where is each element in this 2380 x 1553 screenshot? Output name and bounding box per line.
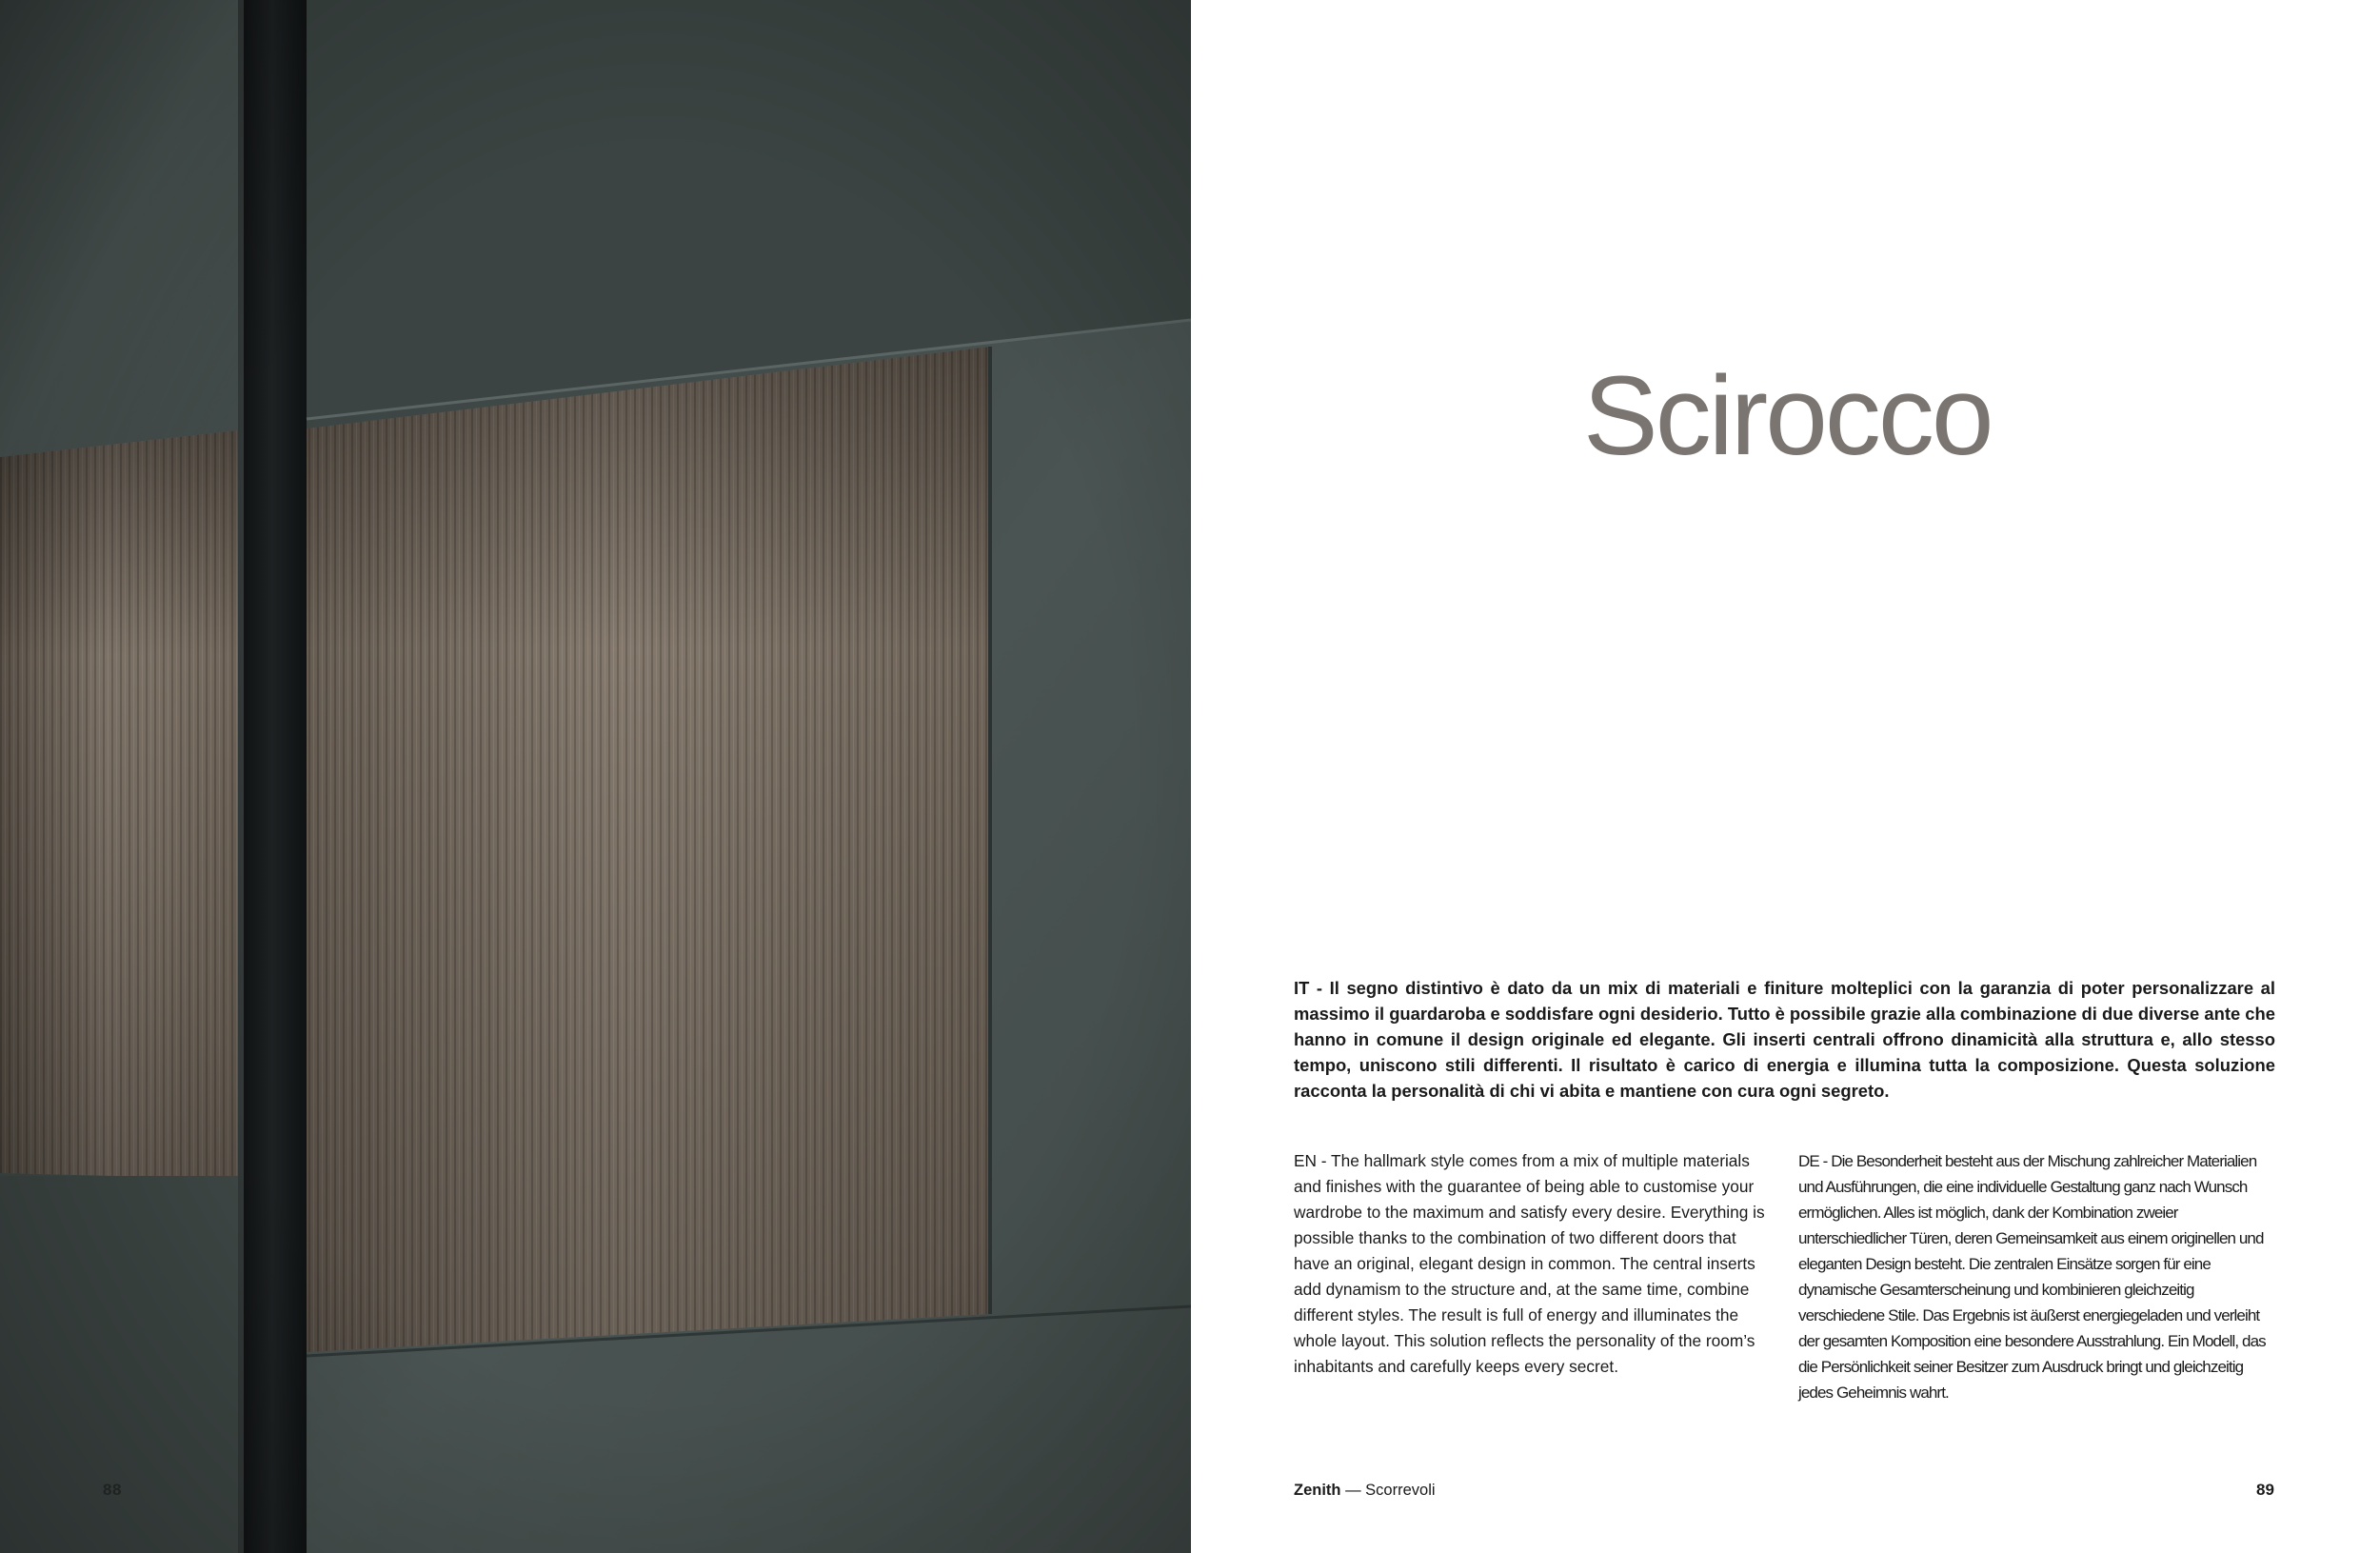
german-paragraph: DE - Die Besonderheit besteht aus der Mischung zahlreicher Materialien und Ausführungen, die eine individuelle Gestaltung ganz nach Wunsch ermöglichen. Alles ist möglich, dank der Kombination zweier unterschiedlicher Türen, deren Gemeinsamkeit aus einem originellen und eleganten Design besteht. Die zentralen Einsätze sorgen für eine dynamische Gesamterscheinung und kombinieren gleichzeitig verschiedene Stile. Das Ergebnis ist äußerst energiegeladen und verleiht der gesamten Komposition eine besondere Ausstrahlung. Ein Modell, das die Persönlichkeit seiner Besitzer zum Ausdruck bringt und gleichzeitig jedes Geheimnis wahrt. <box>1798 1152 2266 1402</box>
english-paragraph: EN - The hallmark style comes from a mix of multiple materials and finishes with the guarantee of being able to customise your wardrobe to the maximum and satisfy every desire. Everything is possible thanks to the combination of two different doors that have an original, elegant design in common. The central inserts add dynamism to the structure and, at the same time, combine different styles. The result is full of energy and illuminates the whole layout. This solution reflects the personality of the room’s inhabitants and carefully keeps every secret. <box>1294 1151 1765 1376</box>
footer-brand-name: Zenith <box>1294 1482 1341 1499</box>
footer-running-head <box>1294 1482 1436 1500</box>
text-page <box>1191 0 2380 1553</box>
page-number-right: 89 <box>2256 1481 2274 1499</box>
page-number-left: 88 <box>103 1481 122 1499</box>
footer-section-name: — Scorrevoli <box>1340 1482 1436 1499</box>
italian-paragraph: IT - Il segno distintivo è dato da un mix di materiali e finiture molteplici con la garanzia di poter personalizzare al massimo il guardaroba e soddisfare ogni desiderio. Tutto è possibile grazie alla combinazione di due diverse ante che hanno in comune il design originale ed elegante. Gli inserti centrali offrono dinamicità alla struttura e, allo stesso tempo, uniscono stili differenti. Il risultato è carico di energia e illumina tutta la composizione. Questa soluzione racconta la personalità di chi vi abita e mantiene con cura ogni segreto. <box>1294 978 2275 1101</box>
page-title: Scirocco <box>1583 353 1992 479</box>
